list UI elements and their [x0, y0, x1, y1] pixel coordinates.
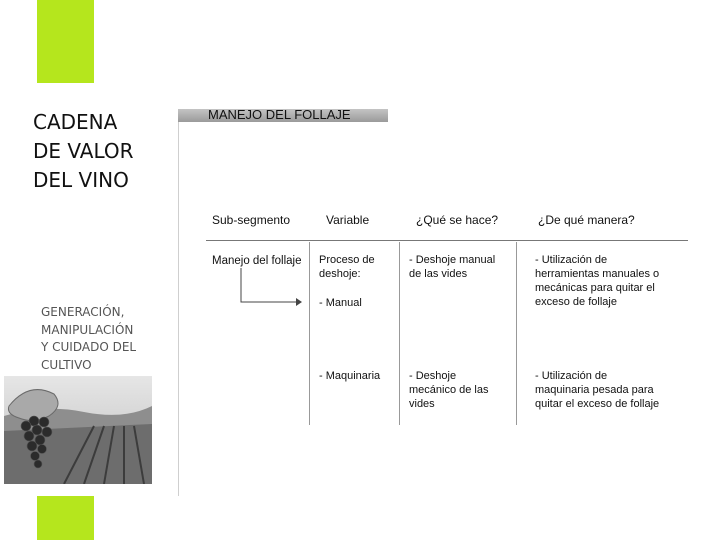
grapes-vineyard-photo: [4, 376, 152, 484]
title-line: DE VALOR: [33, 139, 134, 163]
manual-what-line: - Deshoje manual: [409, 254, 496, 266]
accent-block-bottom: [37, 496, 94, 540]
subtitle-line: Y CUIDADO DEL: [41, 340, 137, 354]
section-label: MANEJO DEL FOLLAJE: [208, 107, 351, 122]
header-subsegment: Sub-segmento: [212, 213, 291, 227]
subtitle-line: MANIPULACIÓN: [41, 322, 134, 337]
manual-how-line: herramientas manuales o: [535, 268, 660, 280]
header-what: ¿Qué se hace?: [416, 213, 499, 227]
variable-cell: [319, 253, 375, 281]
manual-how-line: mecánicas para quitar el: [535, 282, 655, 294]
machine-how-line: maquinaria pesada para: [535, 384, 654, 396]
manual-what-line: de las vides: [409, 268, 468, 280]
manual-what-cell: [409, 253, 495, 281]
header-rule: [206, 240, 688, 241]
machine-how-cell: [535, 369, 659, 411]
subtitle-line: CULTIVO: [41, 357, 92, 372]
machine-what-cell: [409, 369, 489, 411]
subtitle-line: GENERACIÓN,: [41, 305, 125, 319]
manual-label: - Manual: [319, 297, 362, 309]
machine-how-line: quitar el exceso de follaje: [535, 398, 660, 410]
variable-line: deshoje:: [319, 268, 361, 280]
machine-what-line: - Deshoje: [409, 370, 457, 382]
accent-block-top: [37, 0, 94, 83]
vertical-divider: [178, 116, 179, 496]
column-separator: [516, 242, 517, 425]
title-line: CADENA: [33, 110, 118, 134]
header-variable: Variable: [326, 213, 370, 227]
column-separator: [399, 242, 400, 425]
variable-line: Proceso de: [319, 254, 375, 266]
machine-label: - Maquinaria: [319, 370, 381, 382]
manual-how-cell: [535, 253, 659, 309]
manual-how-line: - Utilización de: [535, 254, 608, 266]
page-title: [33, 108, 183, 195]
machine-how-line: - Utilización de: [535, 370, 608, 382]
subsegment-cell: Manejo del follaje: [212, 255, 302, 267]
title-line: DEL VINO: [33, 168, 129, 192]
arrow-icon: [236, 268, 302, 308]
machine-what-line: mecánico de las: [409, 384, 489, 396]
subtitle: [41, 304, 166, 374]
machine-what-line: vides: [409, 398, 435, 410]
column-separator: [309, 242, 310, 425]
header-how: ¿De qué manera?: [538, 213, 635, 227]
manual-how-line: exceso de follaje: [535, 296, 617, 308]
